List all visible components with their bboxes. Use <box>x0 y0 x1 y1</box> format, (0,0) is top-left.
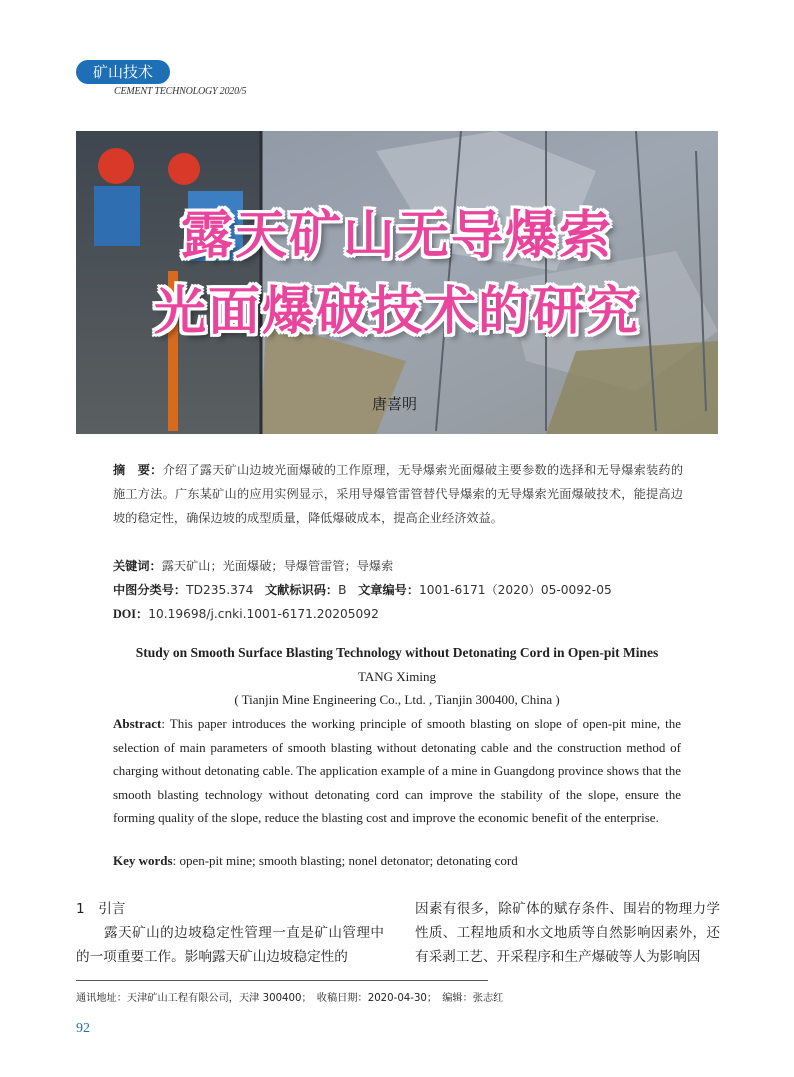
english-keywords-text: : open-pit mine; smooth blasting; nonel detonator; detonating cord <box>172 853 518 868</box>
abstract-cn <box>113 458 683 530</box>
english-keywords-label: Key words <box>113 853 173 868</box>
keywords-cn-text: 露天矿山；光面爆破；导爆管雷管；导爆索 <box>161 559 394 573</box>
clc-value: TD235.374 <box>186 583 254 597</box>
page-number: 92 <box>76 1021 90 1036</box>
english-abstract-text: : This paper introduces the working principle of smooth blasting on slope of open-pit mine, the selection of main parameters of smooth blasting without detonating cable and the construction method of charging without detonating cable. The application example of a mine in Guangdong province shows that the smooth blasting technology without detonating cord can improve the stability of the slope, ensure the forming quality of the slope, reduce the blasting cost and improve the economic benefit of the enterprise. <box>113 716 681 825</box>
keywords-cn <box>113 554 683 578</box>
body-column-1: 露天矿山的边坡稳定性管理一直是矿山管理中的一项重要工作。影响露天矿山边坡稳定性的 <box>76 925 384 965</box>
abstract-cn-label: 摘 要： <box>113 463 163 477</box>
doi-value: 10.19698/j.cnki.1001-6171.20205092 <box>148 607 379 621</box>
journal-name: CEMENT TECHNOLOGY 2020/5 <box>114 86 247 97</box>
english-affiliation: ( Tianjin Mine Engineering Co., Ltd. , Tianjin 300400, China ) <box>234 692 560 707</box>
english-abstract-label: Abstract <box>113 716 162 731</box>
article-no-label: 文章编号： <box>358 583 420 597</box>
doc-code-label: 文献标识码： <box>264 583 339 597</box>
classification-line <box>113 578 683 602</box>
footnote: 通讯地址：天津矿山工程有限公司，天津 300400； 收稿日期：2020-04-30； 编辑：张志红 <box>76 993 504 1004</box>
abstract-cn-text: 介绍了露天矿山边坡光面爆破的工作原理，无导爆索光面爆破主要参数的选择和无导爆索装药的施工方法。广东某矿山的应用实例显示，采用导爆管雷管替代导爆索的无导爆索光面爆破技术，能提高边坡的稳定性，确保边坡的成型质量，降低爆破成本，提高企业经济效益。 <box>113 463 684 525</box>
english-keywords <box>113 853 518 869</box>
keywords-cn-label: 关键词： <box>113 559 162 573</box>
footnote-divider <box>76 980 488 981</box>
section-tag: 矿山技术 <box>76 60 170 84</box>
doc-code-value: B <box>338 583 347 597</box>
english-author: TANG Ximing <box>357 669 437 684</box>
english-title: Study on Smooth Surface Blasting Technology without Detonating Cord in Open-pit Mines <box>135 645 659 660</box>
clc-label: 中图分类号： <box>113 583 187 597</box>
author-name: 唐喜明 <box>372 395 418 413</box>
title-line-2: 光面爆破技术的研究 <box>153 282 640 342</box>
english-abstract <box>113 712 681 830</box>
hero-image <box>76 131 718 434</box>
doi-line <box>113 602 683 626</box>
doi-label: DOI： <box>113 607 149 621</box>
section-heading: 1 引言 <box>76 901 126 917</box>
body-column-2: 因素有很多，除矿体的赋存条件、围岩的物理力学性质、工程地质和水文地质等自然影响因素外，还有采剥工艺、开采程序和生产爆破等人为影响因 <box>415 901 720 965</box>
title-line-1: 露天矿山无导爆索 <box>180 206 613 266</box>
article-no-value: 1001-6171（2020）05-0092-05 <box>419 583 612 597</box>
